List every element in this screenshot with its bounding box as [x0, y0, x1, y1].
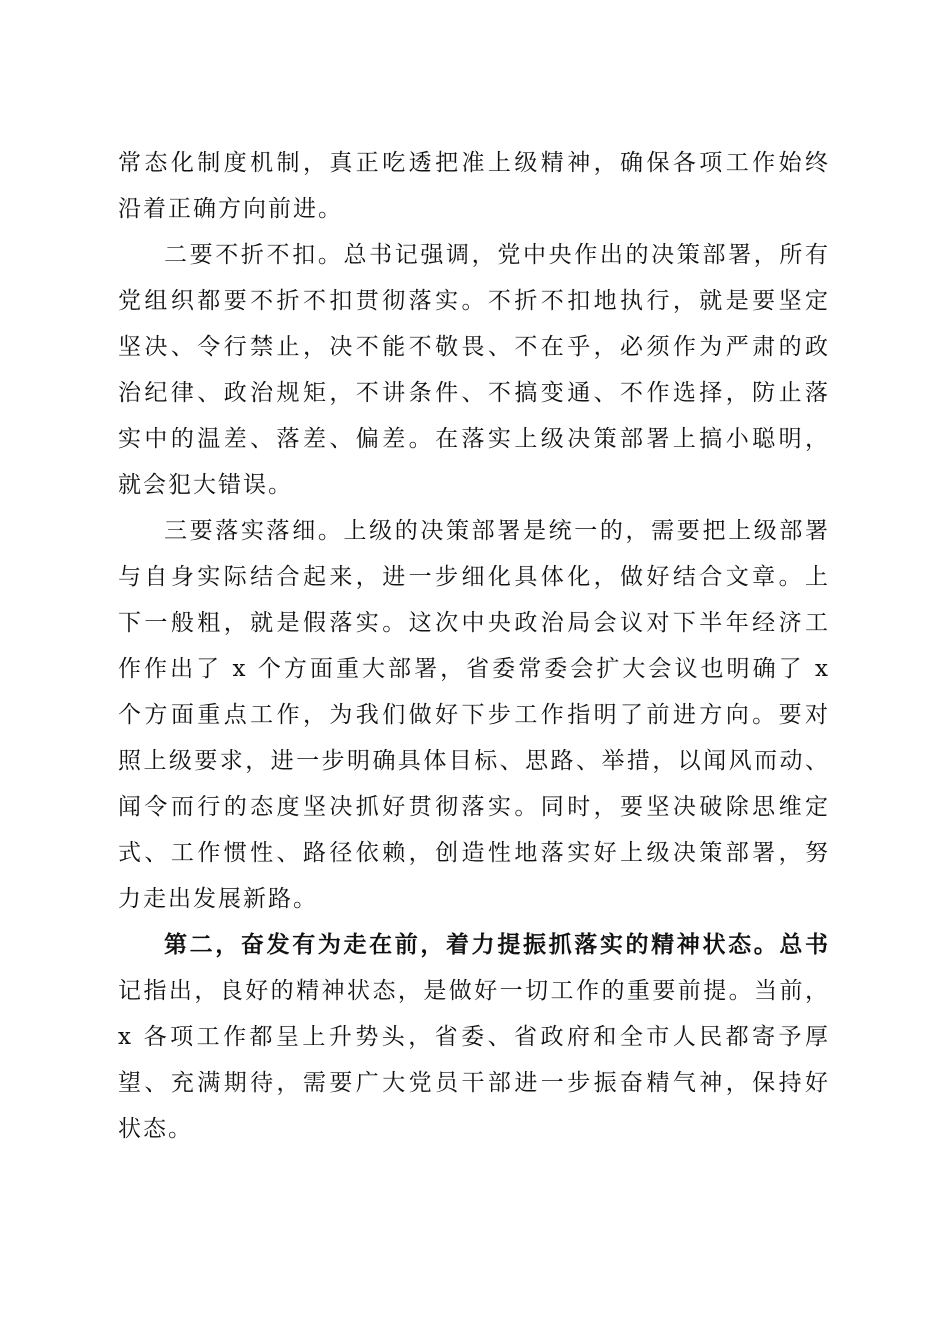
paragraph-line: 状态。 — [118, 1116, 193, 1142]
paragraph-2 — [118, 232, 830, 508]
document-body — [118, 140, 830, 1152]
paragraph-3 — [118, 508, 830, 922]
paragraph-line: 望、充满期待，需要广大党员干部进一步振奋精气神，保持好 — [118, 1070, 830, 1096]
paragraph-line: 党组织都要不折不扣贯彻落实。不折不扣地执行，就是要坚定 — [118, 288, 830, 314]
paragraph-line: 记指出，良好的精神状态，是做好一切工作的重要前提。当前， — [118, 978, 830, 1004]
paragraph-line: 与自身实际结合起来，进一步细化具体化，做好结合文章。上 — [118, 564, 830, 590]
paragraph-line: 式、工作惯性、路径依赖，创造性地落实好上级决策部署，努 — [118, 840, 830, 866]
paragraph-line: 沿着正确方向前进。 — [118, 196, 343, 222]
paragraph-line: 作作出了 x 个方面重大部署，省委常委会扩大会议也明确了 x — [118, 656, 830, 682]
paragraph-line: 个方面重点工作，为我们做好下步工作指明了前进方向。要对 — [118, 702, 830, 728]
paragraph-line: 二要不折不扣。总书记强调，党中央作出的决策部署，所有 — [164, 242, 830, 268]
paragraph-line: 照上级要求，进一步明确具体目标、思路、举措，以闻风而动、 — [118, 748, 830, 774]
paragraph-line: 坚决、令行禁止，决不能不敬畏、不在乎，必须作为严肃的政 — [118, 334, 830, 360]
paragraph-line: 下一般粗，就是假落实。这次中央政治局会议对下半年经济工 — [118, 610, 830, 636]
paragraph-line: 实中的温差、落差、偏差。在落实上级决策部署上搞小聪明， — [118, 426, 830, 452]
paragraph-line: 三要落实落细。上级的决策部署是统一的，需要把上级部署 — [164, 518, 830, 544]
paragraph-line: x 各项工作都呈上升势头，省委、省政府和全市人民都寄予厚 — [118, 1024, 830, 1050]
paragraph-line: 力走出发展新路。 — [118, 886, 318, 912]
paragraph-line: 闻令而行的态度坚决抓好贯彻落实。同时，要坚决破除思维定 — [118, 794, 830, 820]
paragraph-4 — [118, 922, 830, 1152]
paragraph-line: 就会犯大错误。 — [118, 472, 293, 498]
paragraph-line: 治纪律、政治规矩，不讲条件、不搞变通、不作选择，防止落 — [118, 380, 830, 406]
paragraph-1 — [118, 140, 830, 232]
paragraph-line: 常态化制度机制，真正吃透把准上级精神，确保各项工作始终 — [118, 150, 830, 176]
paragraph-line-heading: 第二，奋发有为走在前，着力提振抓落实的精神状态。总书 — [164, 931, 830, 958]
